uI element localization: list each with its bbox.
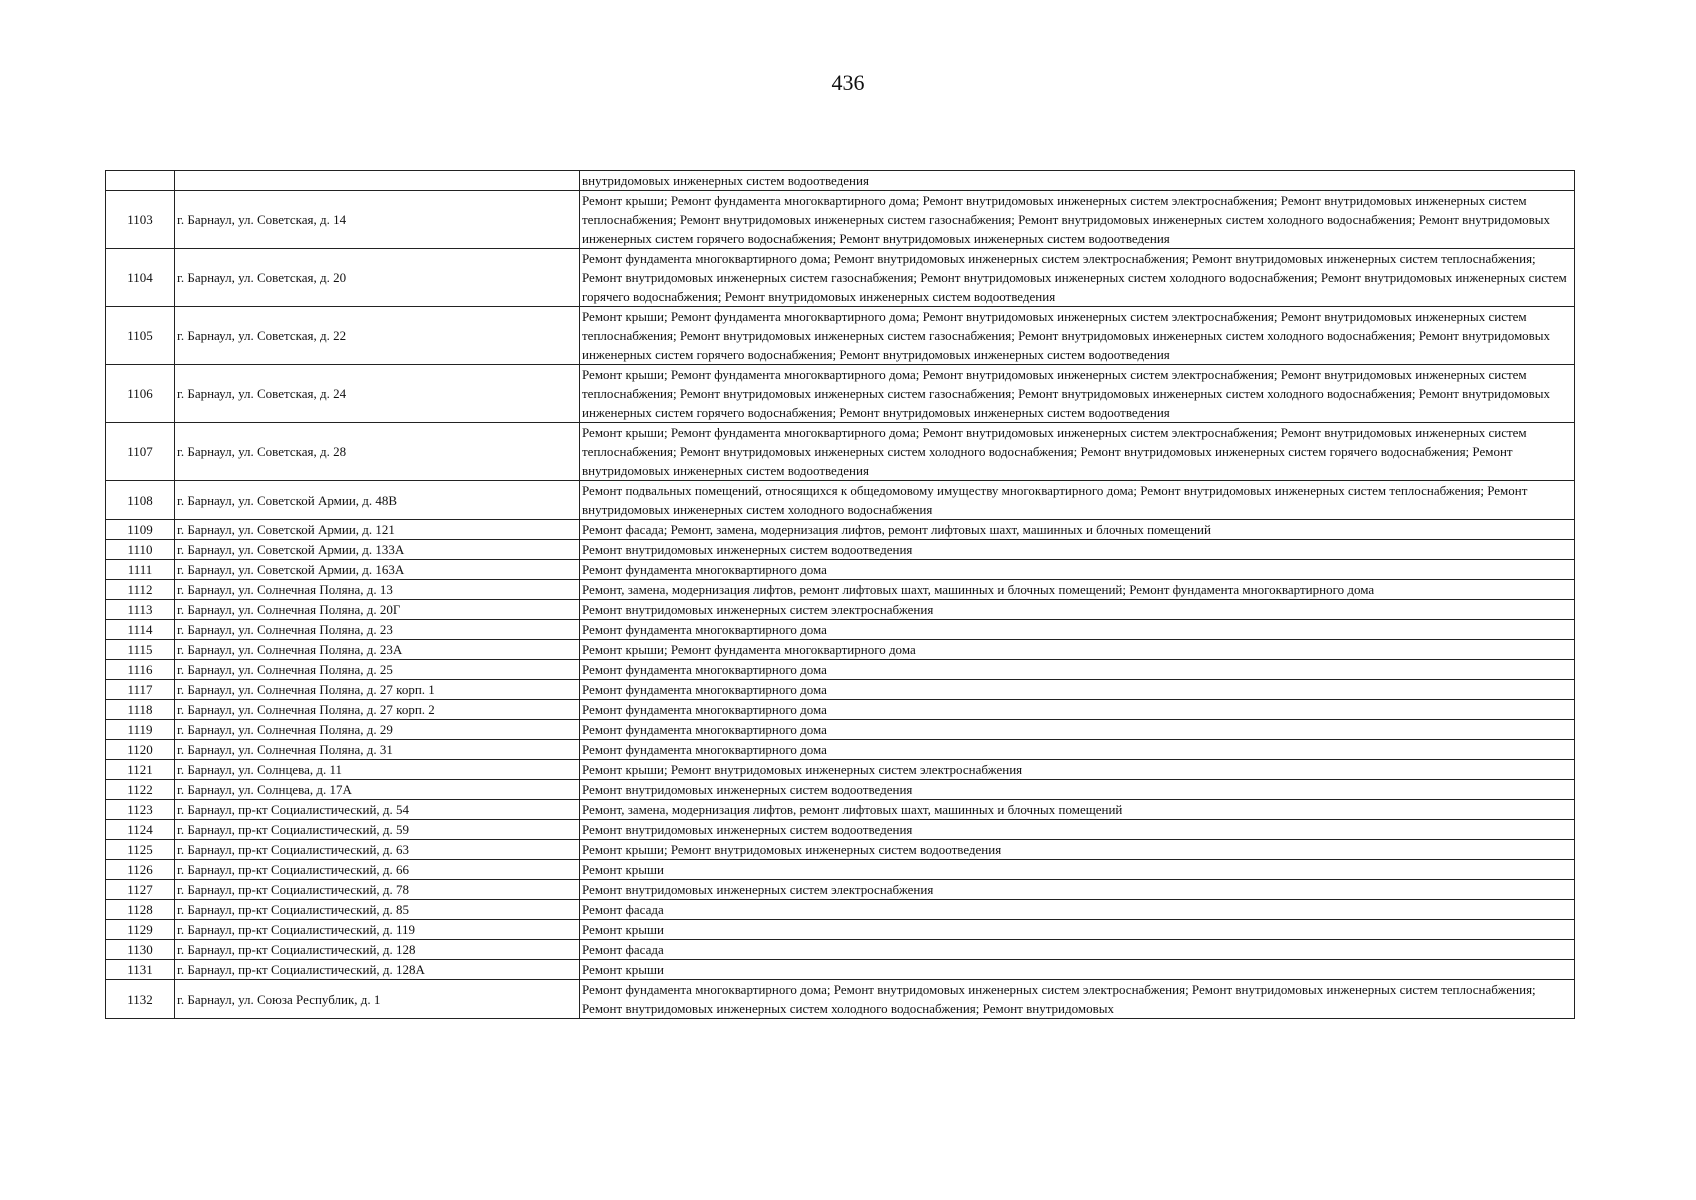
row-number-cell: 1109 bbox=[106, 520, 175, 540]
address-cell: г. Барнаул, пр-кт Социалистический, д. 119 bbox=[175, 920, 580, 940]
row-number-cell: 1132 bbox=[106, 980, 175, 1019]
table-row bbox=[106, 920, 1575, 940]
row-number-cell: 1131 bbox=[106, 960, 175, 980]
table-row bbox=[106, 940, 1575, 960]
row-number-cell: 1124 bbox=[106, 820, 175, 840]
work-types-cell: Ремонт крыши; Ремонт фундамента многоквартирного дома; Ремонт внутридомовых инженерных систем электроснабжения; Ремонт внутридомовых инженерных систем теплоснабжения; Ремонт внутридомовых инженерных систем газоснабжения; Ремонт внутридомовых инженерных систем холодного водоснабжения; Ремонт внутридомовых инженерных систем горячего водоснабжения; Ремонт внутридомовых инженерных систем водоотведения bbox=[580, 307, 1575, 365]
table-row bbox=[106, 540, 1575, 560]
work-types-cell: Ремонт крыши bbox=[580, 860, 1575, 880]
work-types-cell: Ремонт внутридомовых инженерных систем водоотведения bbox=[580, 780, 1575, 800]
row-number-cell: 1123 bbox=[106, 800, 175, 820]
work-types-cell: Ремонт крыши; Ремонт внутридомовых инженерных систем электроснабжения bbox=[580, 760, 1575, 780]
table-row bbox=[106, 307, 1575, 365]
table-row bbox=[106, 620, 1575, 640]
table-body bbox=[106, 171, 1575, 1019]
table-row bbox=[106, 580, 1575, 600]
address-cell: г. Барнаул, пр-кт Социалистический, д. 66 bbox=[175, 860, 580, 880]
work-types-cell: Ремонт фундамента многоквартирного дома bbox=[580, 720, 1575, 740]
work-types-cell: Ремонт подвальных помещений, относящихся к общедомовому имуществу многоквартирного дома; Ремонт внутридомовых инженерных систем теплоснабжения; Ремонт внутридомовых инженерных систем холодного водоснабжения bbox=[580, 481, 1575, 520]
table-row bbox=[106, 560, 1575, 580]
work-types-cell: Ремонт внутридомовых инженерных систем электроснабжения bbox=[580, 880, 1575, 900]
address-cell: г. Барнаул, ул. Солнечная Поляна, д. 20Г bbox=[175, 600, 580, 620]
address-cell: г. Барнаул, пр-кт Социалистический, д. 78 bbox=[175, 880, 580, 900]
row-number-cell: 1121 bbox=[106, 760, 175, 780]
row-number-cell: 1127 bbox=[106, 880, 175, 900]
work-types-cell: Ремонт внутридомовых инженерных систем водоотведения bbox=[580, 820, 1575, 840]
row-number-cell: 1113 bbox=[106, 600, 175, 620]
work-types-cell: Ремонт крыши bbox=[580, 960, 1575, 980]
table-row bbox=[106, 520, 1575, 540]
address-cell: г. Барнаул, ул. Солнечная Поляна, д. 29 bbox=[175, 720, 580, 740]
address-cell: г. Барнаул, ул. Советская, д. 28 bbox=[175, 423, 580, 481]
work-types-cell: Ремонт крыши; Ремонт фундамента многоквартирного дома; Ремонт внутридомовых инженерных систем электроснабжения; Ремонт внутридомовых инженерных систем теплоснабжения; Ремонт внутридомовых инженерных систем газоснабжения; Ремонт внутридомовых инженерных систем холодного водоснабжения; Ремонт внутридомовых инженерных систем горячего водоснабжения; Ремонт внутридомовых инженерных систем водоотведения bbox=[580, 191, 1575, 249]
address-cell: г. Барнаул, ул. Советской Армии, д. 133А bbox=[175, 540, 580, 560]
row-number-cell: 1110 bbox=[106, 540, 175, 560]
address-cell: г. Барнаул, пр-кт Социалистический, д. 85 bbox=[175, 900, 580, 920]
work-types-cell: Ремонт фундамента многоквартирного дома; Ремонт внутридомовых инженерных систем электроснабжения; Ремонт внутридомовых инженерных систем теплоснабжения; Ремонт внутридомовых инженерных систем холодного водоснабжения; Ремонт внутридомовых bbox=[580, 980, 1575, 1019]
table-row bbox=[106, 481, 1575, 520]
work-types-cell: Ремонт фундамента многоквартирного дома bbox=[580, 560, 1575, 580]
table-row bbox=[106, 423, 1575, 481]
work-types-cell: Ремонт крыши bbox=[580, 920, 1575, 940]
work-types-cell: Ремонт фасада bbox=[580, 900, 1575, 920]
row-number-cell: 1115 bbox=[106, 640, 175, 660]
work-types-cell: Ремонт фундамента многоквартирного дома bbox=[580, 660, 1575, 680]
address-cell: г. Барнаул, ул. Советская, д. 24 bbox=[175, 365, 580, 423]
address-cell: г. Барнаул, ул. Советской Армии, д. 163А bbox=[175, 560, 580, 580]
row-number-cell: 1130 bbox=[106, 940, 175, 960]
address-cell: г. Барнаул, пр-кт Социалистический, д. 59 bbox=[175, 820, 580, 840]
address-cell: г. Барнаул, ул. Солнечная Поляна, д. 25 bbox=[175, 660, 580, 680]
table-row bbox=[106, 980, 1575, 1019]
work-types-cell: Ремонт фундамента многоквартирного дома bbox=[580, 700, 1575, 720]
table-row bbox=[106, 800, 1575, 820]
table-row bbox=[106, 365, 1575, 423]
work-types-cell: Ремонт фундамента многоквартирного дома; Ремонт внутридомовых инженерных систем электроснабжения; Ремонт внутридомовых инженерных систем теплоснабжения; Ремонт внутридомовых инженерных систем газоснабжения; Ремонт внутридомовых инженерных систем холодного водоснабжения; Ремонт внутридомовых инженерных систем горячего водоснабжения; Ремонт внутридомовых инженерных систем водоотведения bbox=[580, 249, 1575, 307]
row-number-cell: 1120 bbox=[106, 740, 175, 760]
table-row bbox=[106, 860, 1575, 880]
work-types-cell: внутридомовых инженерных систем водоотведения bbox=[580, 171, 1575, 191]
row-number-cell: 1111 bbox=[106, 560, 175, 580]
address-cell: г. Барнаул, ул. Советская, д. 22 bbox=[175, 307, 580, 365]
address-cell: г. Барнаул, пр-кт Социалистический, д. 128А bbox=[175, 960, 580, 980]
table-row bbox=[106, 700, 1575, 720]
table-row bbox=[106, 660, 1575, 680]
table-row bbox=[106, 640, 1575, 660]
row-number-cell bbox=[106, 171, 175, 191]
repair-registry-table bbox=[105, 170, 1575, 1019]
address-cell: г. Барнаул, ул. Советской Армии, д. 48В bbox=[175, 481, 580, 520]
address-cell: г. Барнаул, ул. Солнцева, д. 17А bbox=[175, 780, 580, 800]
address-cell: г. Барнаул, ул. Солнечная Поляна, д. 31 bbox=[175, 740, 580, 760]
work-types-cell: Ремонт фундамента многоквартирного дома bbox=[580, 620, 1575, 640]
table-row bbox=[106, 820, 1575, 840]
work-types-cell: Ремонт внутридомовых инженерных систем водоотведения bbox=[580, 540, 1575, 560]
work-types-cell: Ремонт крыши; Ремонт фундамента многоквартирного дома; Ремонт внутридомовых инженерных систем электроснабжения; Ремонт внутридомовых инженерных систем теплоснабжения; Ремонт внутридомовых инженерных систем холодного водоснабжения; Ремонт внутридомовых инженерных систем горячего водоснабжения; Ремонт внутридомовых инженерных систем водоотведения bbox=[580, 423, 1575, 481]
address-cell: г. Барнаул, пр-кт Социалистический, д. 54 bbox=[175, 800, 580, 820]
address-cell: г. Барнаул, ул. Союза Республик, д. 1 bbox=[175, 980, 580, 1019]
row-number-cell: 1103 bbox=[106, 191, 175, 249]
table-row bbox=[106, 720, 1575, 740]
work-types-cell: Ремонт фасада bbox=[580, 940, 1575, 960]
row-number-cell: 1117 bbox=[106, 680, 175, 700]
table-row bbox=[106, 191, 1575, 249]
address-cell: г. Барнаул, ул. Советской Армии, д. 121 bbox=[175, 520, 580, 540]
table-row bbox=[106, 900, 1575, 920]
work-types-cell: Ремонт внутридомовых инженерных систем электроснабжения bbox=[580, 600, 1575, 620]
work-types-cell: Ремонт, замена, модернизация лифтов, ремонт лифтовых шахт, машинных и блочных помещений; Ремонт фундамента многоквартирного дома bbox=[580, 580, 1575, 600]
row-number-cell: 1125 bbox=[106, 840, 175, 860]
row-number-cell: 1114 bbox=[106, 620, 175, 640]
row-number-cell: 1119 bbox=[106, 720, 175, 740]
row-number-cell: 1107 bbox=[106, 423, 175, 481]
table-row bbox=[106, 960, 1575, 980]
work-types-cell: Ремонт фасада; Ремонт, замена, модернизация лифтов, ремонт лифтовых шахт, машинных и блочных помещений bbox=[580, 520, 1575, 540]
address-cell: г. Барнаул, ул. Солнечная Поляна, д. 27 корп. 1 bbox=[175, 680, 580, 700]
table-row bbox=[106, 600, 1575, 620]
address-cell: г. Барнаул, ул. Солнечная Поляна, д. 27 корп. 2 bbox=[175, 700, 580, 720]
address-cell bbox=[175, 171, 580, 191]
table-row bbox=[106, 171, 1575, 191]
page-number: 436 bbox=[831, 70, 865, 95]
table-row bbox=[106, 840, 1575, 860]
row-number-cell: 1126 bbox=[106, 860, 175, 880]
row-number-cell: 1128 bbox=[106, 900, 175, 920]
address-cell: г. Барнаул, ул. Солнечная Поляна, д. 13 bbox=[175, 580, 580, 600]
address-cell: г. Барнаул, ул. Солнцева, д. 11 bbox=[175, 760, 580, 780]
work-types-cell: Ремонт крыши; Ремонт фундамента многоквартирного дома; Ремонт внутридомовых инженерных систем электроснабжения; Ремонт внутридомовых инженерных систем теплоснабжения; Ремонт внутридомовых инженерных систем газоснабжения; Ремонт внутридомовых инженерных систем холодного водоснабжения; Ремонт внутридомовых инженерных систем горячего водоснабжения; Ремонт внутридомовых инженерных систем водоотведения bbox=[580, 365, 1575, 423]
address-cell: г. Барнаул, ул. Советская, д. 14 bbox=[175, 191, 580, 249]
row-number-cell: 1122 bbox=[106, 780, 175, 800]
work-types-cell: Ремонт крыши; Ремонт фундамента многоквартирного дома bbox=[580, 640, 1575, 660]
work-types-cell: Ремонт крыши; Ремонт внутридомовых инженерных систем водоотведения bbox=[580, 840, 1575, 860]
row-number-cell: 1116 bbox=[106, 660, 175, 680]
row-number-cell: 1104 bbox=[106, 249, 175, 307]
address-cell: г. Барнаул, пр-кт Социалистический, д. 128 bbox=[175, 940, 580, 960]
address-cell: г. Барнаул, ул. Солнечная Поляна, д. 23 bbox=[175, 620, 580, 640]
address-cell: г. Барнаул, ул. Советская, д. 20 bbox=[175, 249, 580, 307]
row-number-cell: 1112 bbox=[106, 580, 175, 600]
row-number-cell: 1105 bbox=[106, 307, 175, 365]
row-number-cell: 1129 bbox=[106, 920, 175, 940]
table-row bbox=[106, 680, 1575, 700]
work-types-cell: Ремонт фундамента многоквартирного дома bbox=[580, 740, 1575, 760]
table-row bbox=[106, 249, 1575, 307]
table-row bbox=[106, 740, 1575, 760]
row-number-cell: 1108 bbox=[106, 481, 175, 520]
table-row bbox=[106, 880, 1575, 900]
address-cell: г. Барнаул, ул. Солнечная Поляна, д. 23А bbox=[175, 640, 580, 660]
work-types-cell: Ремонт, замена, модернизация лифтов, ремонт лифтовых шахт, машинных и блочных помещений bbox=[580, 800, 1575, 820]
table-row bbox=[106, 780, 1575, 800]
table-row bbox=[106, 760, 1575, 780]
row-number-cell: 1106 bbox=[106, 365, 175, 423]
row-number-cell: 1118 bbox=[106, 700, 175, 720]
work-types-cell: Ремонт фундамента многоквартирного дома bbox=[580, 680, 1575, 700]
address-cell: г. Барнаул, пр-кт Социалистический, д. 63 bbox=[175, 840, 580, 860]
